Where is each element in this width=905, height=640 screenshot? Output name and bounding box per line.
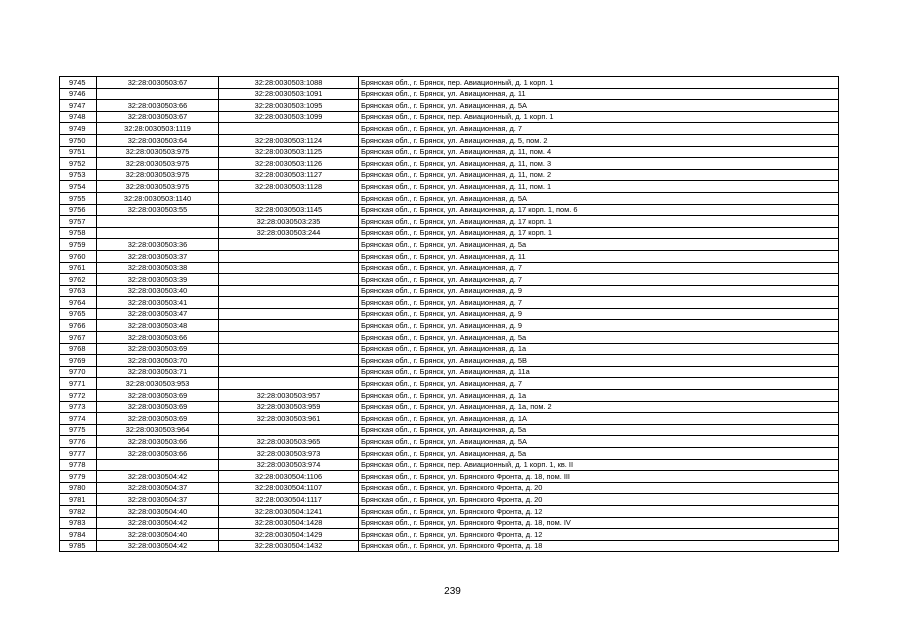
object-number-cell: 32:28:0030503:959 bbox=[219, 401, 359, 413]
address-cell: Брянская обл., г. Брянск, ул. Авиационная, д. 7 bbox=[359, 262, 839, 274]
parcel-number-cell: 32:28:0030504:37 bbox=[97, 482, 219, 494]
object-number-cell bbox=[219, 366, 359, 378]
parcel-number-cell: 32:28:0030503:37 bbox=[97, 250, 219, 262]
parcel-number-cell: 32:28:0030503:964 bbox=[97, 424, 219, 436]
address-cell: Брянская обл., г. Брянск, ул. Авиационная, д. 7 bbox=[359, 378, 839, 390]
object-number-cell bbox=[219, 308, 359, 320]
address-cell: Брянская обл., г. Брянск, ул. Авиационная, д. 5А bbox=[359, 100, 839, 112]
address-cell: Брянская обл., г. Брянск, ул. Брянского Фронта, д. 18 bbox=[359, 540, 839, 552]
row-number-cell: 9754 bbox=[60, 181, 97, 193]
object-number-cell bbox=[219, 250, 359, 262]
table-row bbox=[60, 332, 839, 344]
address-cell: Брянская обл., г. Брянск, ул. Брянского Фронта, д. 20 bbox=[359, 494, 839, 506]
row-number-cell: 9759 bbox=[60, 239, 97, 251]
object-number-cell: 32:28:0030503:1091 bbox=[219, 88, 359, 100]
object-number-cell bbox=[219, 343, 359, 355]
object-number-cell: 32:28:0030503:1095 bbox=[219, 100, 359, 112]
object-number-cell: 32:28:0030504:1429 bbox=[219, 529, 359, 541]
table-body bbox=[60, 77, 839, 552]
address-cell: Брянская обл., г. Брянск, ул. Брянского Фронта, д. 18, пом. III bbox=[359, 471, 839, 483]
row-number-cell: 9764 bbox=[60, 297, 97, 309]
row-number-cell: 9772 bbox=[60, 390, 97, 402]
address-cell: Брянская обл., г. Брянск, ул. Авиационная, д. 5, пом. 2 bbox=[359, 134, 839, 146]
address-cell: Брянская обл., г. Брянск, ул. Авиационная, д. 11, пом. 4 bbox=[359, 146, 839, 158]
table-row bbox=[60, 227, 839, 239]
row-number-cell: 9765 bbox=[60, 308, 97, 320]
row-number-cell: 9778 bbox=[60, 459, 97, 471]
parcel-number-cell bbox=[97, 459, 219, 471]
address-cell: Брянская обл., г. Брянск, ул. Авиационная, д. 5а bbox=[359, 332, 839, 344]
table-row bbox=[60, 158, 839, 170]
address-cell: Брянская обл., г. Брянск, ул. Авиационная, д. 5а bbox=[359, 448, 839, 460]
table-row bbox=[60, 204, 839, 216]
row-number-cell: 9757 bbox=[60, 216, 97, 228]
object-number-cell: 32:28:0030503:1125 bbox=[219, 146, 359, 158]
object-number-cell: 32:28:0030504:1106 bbox=[219, 471, 359, 483]
parcel-number-cell: 32:28:0030503:69 bbox=[97, 390, 219, 402]
row-number-cell: 9782 bbox=[60, 505, 97, 517]
address-cell: Брянская обл., г. Брянск, ул. Авиационная, д. 9 bbox=[359, 308, 839, 320]
parcel-number-cell: 32:28:0030503:1140 bbox=[97, 192, 219, 204]
address-cell: Брянская обл., г. Брянск, ул. Авиационная, д. 1а, пом. 2 bbox=[359, 401, 839, 413]
object-number-cell bbox=[219, 285, 359, 297]
parcel-number-cell: 32:28:0030504:37 bbox=[97, 494, 219, 506]
parcel-number-cell: 32:28:0030503:70 bbox=[97, 355, 219, 367]
object-number-cell bbox=[219, 274, 359, 286]
address-cell: Брянская обл., г. Брянск, ул. Брянского Фронта, д. 18, пом. IV bbox=[359, 517, 839, 529]
parcel-number-cell: 32:28:0030504:42 bbox=[97, 517, 219, 529]
table-row bbox=[60, 482, 839, 494]
row-number-cell: 9751 bbox=[60, 146, 97, 158]
row-number-cell: 9780 bbox=[60, 482, 97, 494]
table-row bbox=[60, 540, 839, 552]
row-number-cell: 9773 bbox=[60, 401, 97, 413]
parcel-number-cell: 32:28:0030503:66 bbox=[97, 100, 219, 112]
parcel-number-cell: 32:28:0030503:975 bbox=[97, 146, 219, 158]
object-number-cell bbox=[219, 320, 359, 332]
row-number-cell: 9745 bbox=[60, 77, 97, 89]
table-row bbox=[60, 239, 839, 251]
table-row bbox=[60, 181, 839, 193]
address-cell: Брянская обл., г. Брянск, пер. Авиационный, д. 1 корп. 1 bbox=[359, 77, 839, 89]
address-cell: Брянская обл., г. Брянск, ул. Авиационная, д. 11а bbox=[359, 366, 839, 378]
parcel-number-cell: 32:28:0030503:975 bbox=[97, 158, 219, 170]
parcel-number-cell: 32:28:0030504:42 bbox=[97, 471, 219, 483]
parcel-number-cell: 32:28:0030503:66 bbox=[97, 448, 219, 460]
table-row bbox=[60, 436, 839, 448]
table-row bbox=[60, 448, 839, 460]
address-cell: Брянская обл., г. Брянск, пер. Авиационный, д. 1 корп. 1 bbox=[359, 111, 839, 123]
table-row bbox=[60, 320, 839, 332]
table-row bbox=[60, 505, 839, 517]
address-cell: Брянская обл., г. Брянск, ул. Авиационная, д. 1а bbox=[359, 390, 839, 402]
address-cell: Брянская обл., г. Брянск, ул. Авиационная, д. 5а bbox=[359, 239, 839, 251]
table-row bbox=[60, 424, 839, 436]
object-number-cell: 32:28:0030503:1088 bbox=[219, 77, 359, 89]
row-number-cell: 9748 bbox=[60, 111, 97, 123]
object-number-cell bbox=[219, 123, 359, 135]
row-number-cell: 9784 bbox=[60, 529, 97, 541]
table-row bbox=[60, 308, 839, 320]
row-number-cell: 9770 bbox=[60, 366, 97, 378]
address-cell: Брянская обл., г. Брянск, ул. Авиационная, д. 1А bbox=[359, 413, 839, 425]
row-number-cell: 9774 bbox=[60, 413, 97, 425]
parcel-number-cell: 32:28:0030503:38 bbox=[97, 262, 219, 274]
address-cell: Брянская обл., г. Брянск, ул. Авиационная, д. 11 bbox=[359, 88, 839, 100]
address-cell: Брянская обл., г. Брянск, ул. Авиационная, д. 5а bbox=[359, 424, 839, 436]
table-row bbox=[60, 378, 839, 390]
row-number-cell: 9768 bbox=[60, 343, 97, 355]
table-row bbox=[60, 146, 839, 158]
row-number-cell: 9763 bbox=[60, 285, 97, 297]
table-row bbox=[60, 169, 839, 181]
parcel-number-cell: 32:28:0030503:47 bbox=[97, 308, 219, 320]
table-row bbox=[60, 100, 839, 112]
parcel-number-cell bbox=[97, 227, 219, 239]
table-row bbox=[60, 123, 839, 135]
table-row bbox=[60, 390, 839, 402]
object-number-cell: 32:28:0030503:957 bbox=[219, 390, 359, 402]
address-cell: Брянская обл., г. Брянск, ул. Авиационная, д. 17 корп. 1 bbox=[359, 216, 839, 228]
object-number-cell: 32:28:0030503:1099 bbox=[219, 111, 359, 123]
object-number-cell bbox=[219, 424, 359, 436]
parcel-number-cell: 32:28:0030503:975 bbox=[97, 169, 219, 181]
table-row bbox=[60, 401, 839, 413]
object-number-cell: 32:28:0030503:235 bbox=[219, 216, 359, 228]
parcel-number-cell: 32:28:0030503:67 bbox=[97, 77, 219, 89]
address-cell: Брянская обл., г. Брянск, ул. Авиационная, д. 5А bbox=[359, 192, 839, 204]
object-number-cell bbox=[219, 262, 359, 274]
object-number-cell: 32:28:0030503:974 bbox=[219, 459, 359, 471]
row-number-cell: 9777 bbox=[60, 448, 97, 460]
address-cell: Брянская обл., г. Брянск, ул. Авиационная, д. 11 bbox=[359, 250, 839, 262]
parcel-number-cell: 32:28:0030503:55 bbox=[97, 204, 219, 216]
table-row bbox=[60, 343, 839, 355]
table-row bbox=[60, 285, 839, 297]
table-row bbox=[60, 355, 839, 367]
address-cell: Брянская обл., г. Брянск, ул. Авиационная, д. 5А bbox=[359, 436, 839, 448]
row-number-cell: 9785 bbox=[60, 540, 97, 552]
table-row bbox=[60, 88, 839, 100]
table-row bbox=[60, 274, 839, 286]
address-cell: Брянская обл., г. Брянск, ул. Брянского Фронта, д. 20 bbox=[359, 482, 839, 494]
address-cell: Брянская обл., г. Брянск, ул. Авиационная, д. 17 корп. 1, пом. 6 bbox=[359, 204, 839, 216]
address-cell: Брянская обл., г. Брянск, ул. Авиационная, д. 11, пом. 2 bbox=[359, 169, 839, 181]
address-cell: Брянская обл., г. Брянск, ул. Авиационная, д. 11, пом. 1 bbox=[359, 181, 839, 193]
row-number-cell: 9766 bbox=[60, 320, 97, 332]
object-number-cell bbox=[219, 192, 359, 204]
table-row bbox=[60, 111, 839, 123]
parcel-number-cell: 32:28:0030503:64 bbox=[97, 134, 219, 146]
row-number-cell: 9749 bbox=[60, 123, 97, 135]
row-number-cell: 9755 bbox=[60, 192, 97, 204]
parcel-number-cell: 32:28:0030503:975 bbox=[97, 181, 219, 193]
table-row bbox=[60, 517, 839, 529]
table-row bbox=[60, 77, 839, 89]
parcel-number-cell: 32:28:0030503:66 bbox=[97, 332, 219, 344]
row-number-cell: 9760 bbox=[60, 250, 97, 262]
table-row bbox=[60, 297, 839, 309]
table-row bbox=[60, 192, 839, 204]
parcel-number-cell: 32:28:0030504:42 bbox=[97, 540, 219, 552]
row-number-cell: 9781 bbox=[60, 494, 97, 506]
address-cell: Брянская обл., г. Брянск, ул. Авиационная, д. 5В bbox=[359, 355, 839, 367]
parcel-number-cell bbox=[97, 88, 219, 100]
row-number-cell: 9762 bbox=[60, 274, 97, 286]
object-number-cell: 32:28:0030503:1127 bbox=[219, 169, 359, 181]
address-cell: Брянская обл., г. Брянск, ул. Брянского Фронта, д. 12 bbox=[359, 505, 839, 517]
table-row bbox=[60, 413, 839, 425]
row-number-cell: 9776 bbox=[60, 436, 97, 448]
parcel-number-cell bbox=[97, 216, 219, 228]
object-number-cell: 32:28:0030504:1241 bbox=[219, 505, 359, 517]
parcel-number-cell: 32:28:0030503:71 bbox=[97, 366, 219, 378]
parcel-number-cell: 32:28:0030503:36 bbox=[97, 239, 219, 251]
parcel-number-cell: 32:28:0030503:69 bbox=[97, 343, 219, 355]
object-number-cell bbox=[219, 297, 359, 309]
parcel-number-cell: 32:28:0030504:40 bbox=[97, 505, 219, 517]
cadastral-table bbox=[59, 76, 839, 552]
parcel-number-cell: 32:28:0030504:40 bbox=[97, 529, 219, 541]
address-cell: Брянская обл., г. Брянск, ул. Авиационная, д. 11, пом. 3 bbox=[359, 158, 839, 170]
object-number-cell: 32:28:0030504:1117 bbox=[219, 494, 359, 506]
row-number-cell: 9771 bbox=[60, 378, 97, 390]
object-number-cell: 32:28:0030504:1432 bbox=[219, 540, 359, 552]
table-row bbox=[60, 250, 839, 262]
address-cell: Брянская обл., г. Брянск, ул. Авиационная, д. 7 bbox=[359, 297, 839, 309]
row-number-cell: 9767 bbox=[60, 332, 97, 344]
object-number-cell: 32:28:0030503:244 bbox=[219, 227, 359, 239]
object-number-cell: 32:28:0030503:1145 bbox=[219, 204, 359, 216]
row-number-cell: 9758 bbox=[60, 227, 97, 239]
parcel-number-cell: 32:28:0030503:66 bbox=[97, 436, 219, 448]
table-row bbox=[60, 471, 839, 483]
address-cell: Брянская обл., г. Брянск, ул. Авиационная, д. 7 bbox=[359, 123, 839, 135]
table-row bbox=[60, 459, 839, 471]
row-number-cell: 9753 bbox=[60, 169, 97, 181]
row-number-cell: 9775 bbox=[60, 424, 97, 436]
address-cell: Брянская обл., г. Брянск, пер. Авиационный, д. 1 корп. 1, кв. II bbox=[359, 459, 839, 471]
object-number-cell bbox=[219, 239, 359, 251]
object-number-cell: 32:28:0030504:1428 bbox=[219, 517, 359, 529]
row-number-cell: 9761 bbox=[60, 262, 97, 274]
table-row bbox=[60, 134, 839, 146]
row-number-cell: 9769 bbox=[60, 355, 97, 367]
row-number-cell: 9747 bbox=[60, 100, 97, 112]
address-cell: Брянская обл., г. Брянск, ул. Брянского Фронта, д. 12 bbox=[359, 529, 839, 541]
address-cell: Брянская обл., г. Брянск, ул. Авиационная, д. 9 bbox=[359, 320, 839, 332]
object-number-cell: 32:28:0030503:965 bbox=[219, 436, 359, 448]
parcel-number-cell: 32:28:0030503:48 bbox=[97, 320, 219, 332]
address-cell: Брянская обл., г. Брянск, ул. Авиационная, д. 17 корп. 1 bbox=[359, 227, 839, 239]
address-cell: Брянская обл., г. Брянск, ул. Авиационная, д. 7 bbox=[359, 274, 839, 286]
table-row bbox=[60, 529, 839, 541]
row-number-cell: 9783 bbox=[60, 517, 97, 529]
table-row bbox=[60, 494, 839, 506]
row-number-cell: 9779 bbox=[60, 471, 97, 483]
object-number-cell: 32:28:0030503:961 bbox=[219, 413, 359, 425]
parcel-number-cell: 32:28:0030503:69 bbox=[97, 413, 219, 425]
table-row bbox=[60, 262, 839, 274]
table-row bbox=[60, 216, 839, 228]
row-number-cell: 9756 bbox=[60, 204, 97, 216]
parcel-number-cell: 32:28:0030503:39 bbox=[97, 274, 219, 286]
object-number-cell: 32:28:0030503:1126 bbox=[219, 158, 359, 170]
row-number-cell: 9750 bbox=[60, 134, 97, 146]
address-cell: Брянская обл., г. Брянск, ул. Авиационная, д. 9 bbox=[359, 285, 839, 297]
parcel-number-cell: 32:28:0030503:67 bbox=[97, 111, 219, 123]
row-number-cell: 9752 bbox=[60, 158, 97, 170]
page-number: 239 bbox=[444, 586, 461, 597]
address-cell: Брянская обл., г. Брянск, ул. Авиационная, д. 1а bbox=[359, 343, 839, 355]
parcel-number-cell: 32:28:0030503:953 bbox=[97, 378, 219, 390]
object-number-cell bbox=[219, 332, 359, 344]
row-number-cell: 9746 bbox=[60, 88, 97, 100]
table-row bbox=[60, 366, 839, 378]
parcel-number-cell: 32:28:0030503:41 bbox=[97, 297, 219, 309]
object-number-cell: 32:28:0030504:1107 bbox=[219, 482, 359, 494]
object-number-cell: 32:28:0030503:973 bbox=[219, 448, 359, 460]
object-number-cell: 32:28:0030503:1128 bbox=[219, 181, 359, 193]
object-number-cell: 32:28:0030503:1124 bbox=[219, 134, 359, 146]
parcel-number-cell: 32:28:0030503:1119 bbox=[97, 123, 219, 135]
parcel-number-cell: 32:28:0030503:40 bbox=[97, 285, 219, 297]
object-number-cell bbox=[219, 355, 359, 367]
parcel-number-cell: 32:28:0030503:69 bbox=[97, 401, 219, 413]
object-number-cell bbox=[219, 378, 359, 390]
